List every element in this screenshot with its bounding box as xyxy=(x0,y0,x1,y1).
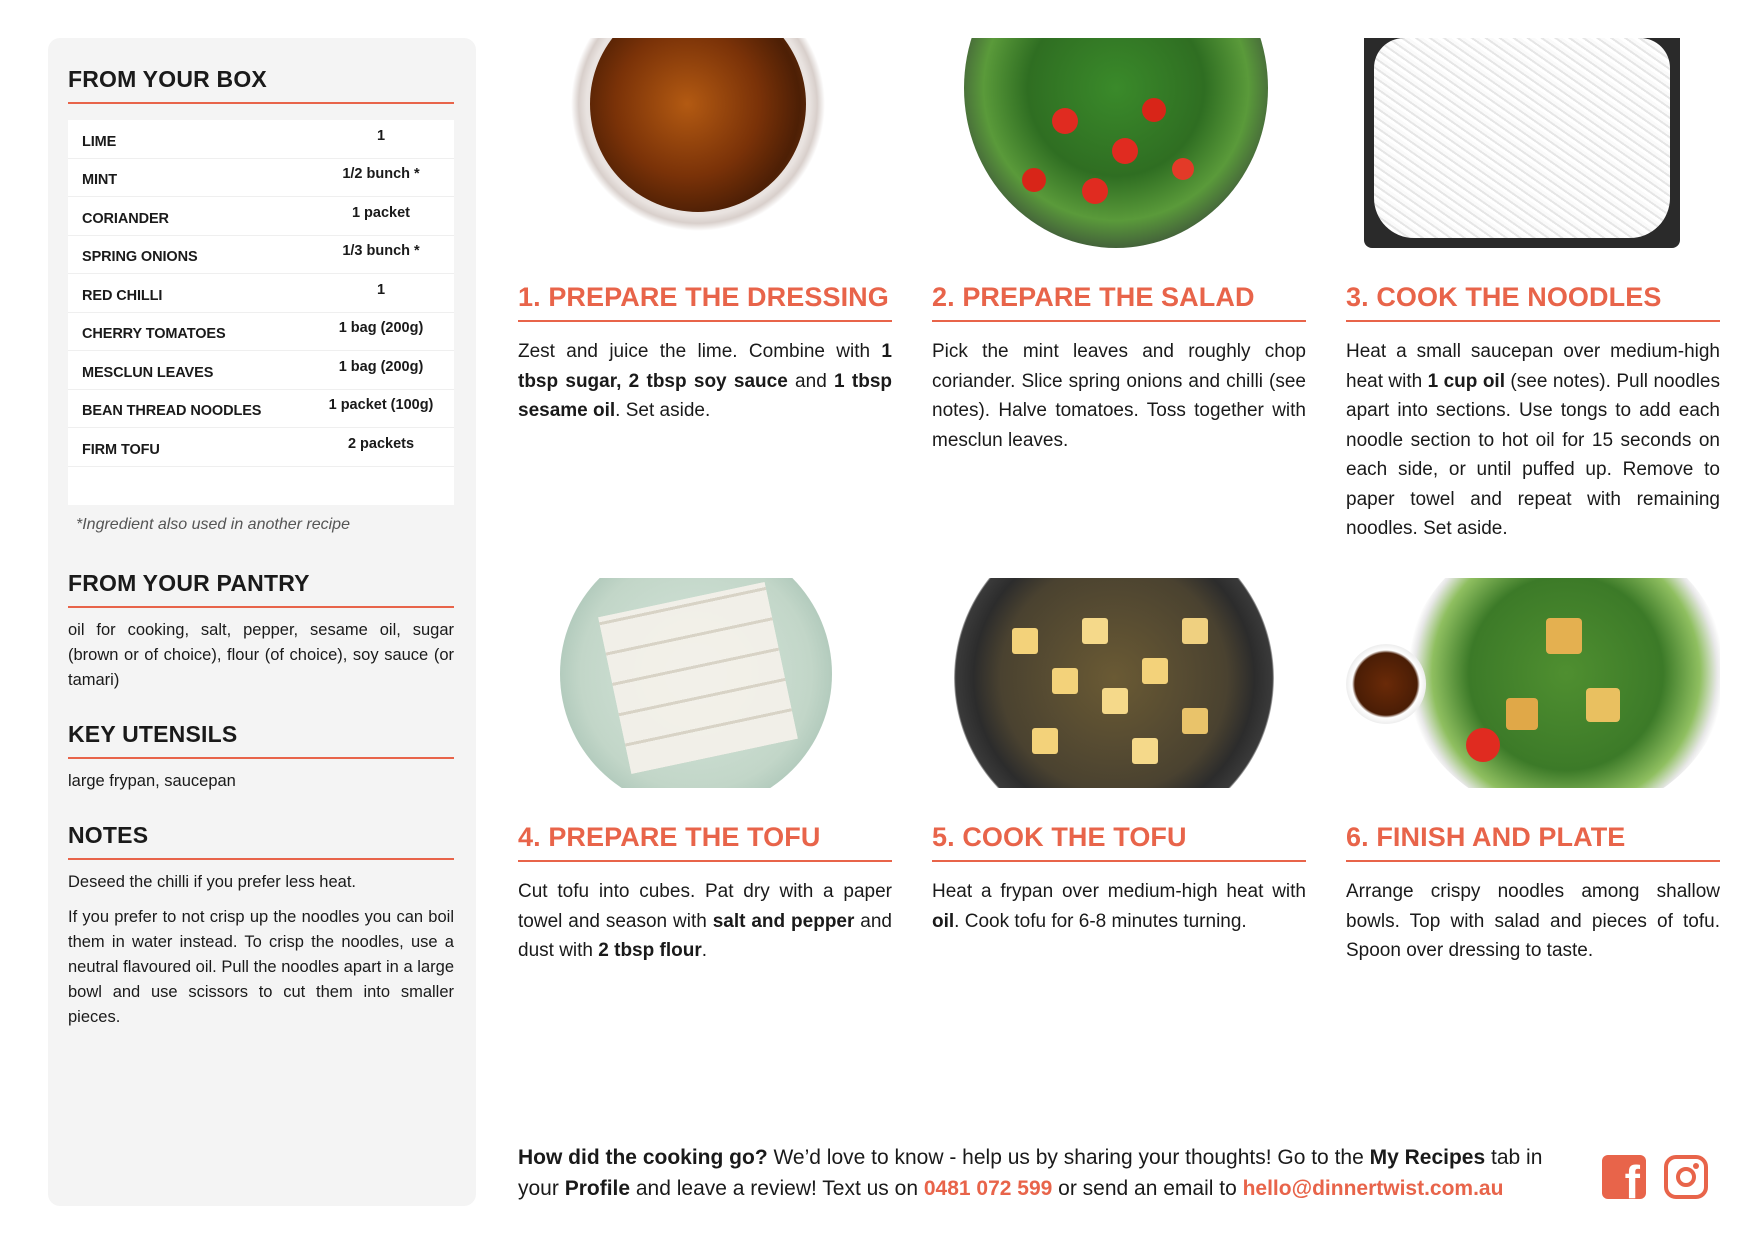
facebook-icon[interactable]: f xyxy=(1602,1155,1646,1199)
feedback-footer: How did the cooking go? We’d love to know - help us by sharing your thoughts! Go to the My Recipes tab in your Profile and leave a review! Text us on 0481 072 599 or send an email to hello@dinnertwist.com.au xyxy=(518,1146,1543,1200)
ingredient-row xyxy=(68,351,454,390)
ingredient-qty: 2 packets xyxy=(347,435,415,452)
ingredient-qty: 1 xyxy=(376,281,386,298)
ingredient-row xyxy=(68,274,454,313)
table-spacer xyxy=(68,467,454,505)
step-text: Pick the mint leaves and roughly chop coriander. Slice spring onions and chilli (see notes). Halve tomatoes. Toss together with mesclun leaves. xyxy=(932,341,1306,451)
note-item: Deseed the chilli if you prefer less heat. xyxy=(68,872,356,891)
ingredients-sidebar xyxy=(48,38,476,1206)
step-text: Arrange crispy noodles among shallow bowls. Top with salad and pieces of tofu. Spoon over dressing to taste. xyxy=(1346,881,1720,961)
from-your-pantry-heading: FROM YOUR PANTRY xyxy=(68,570,454,608)
ingredient-name: FIRM TOFU xyxy=(82,441,160,458)
note-item: If you prefer to not crisp up the noodles you can boil them in water instead. To crisp the noodles, use a neutral flavoured oil. Pull the noodles apart in a large bowl and use scissors to cut them into smaller pieces. xyxy=(68,907,454,1026)
ingredient-row xyxy=(68,159,454,198)
ingredient-row xyxy=(68,313,454,352)
ingredient-qty: 1 xyxy=(376,127,386,144)
ingredient-qty: 1 packet xyxy=(351,204,411,221)
step-1 xyxy=(518,38,892,426)
ingredient-name: CORIANDER xyxy=(82,210,169,227)
instagram-icon[interactable] xyxy=(1664,1155,1708,1199)
my-recipes-tab-ref: My Recipes xyxy=(1369,1146,1486,1169)
ingredient-footnote: *Ingredient also used in another recipe xyxy=(76,515,350,533)
ingredient-row xyxy=(68,120,454,159)
step-text: Zest and juice the lime. Combine with 1 tbsp sugar, 2 tbsp soy sauce and 1 tbsp sesame oil. Set aside. xyxy=(518,341,893,421)
notes-heading: NOTES xyxy=(68,822,454,860)
step-text: Heat a frypan over medium-high heat with oil. Cook tofu for 6-8 minutes turning. xyxy=(932,881,1306,932)
step-3 xyxy=(1346,38,1720,544)
phone-link[interactable]: 0481 072 599 xyxy=(923,1177,1053,1200)
pantry-text: oil for cooking, salt, pepper, sesame oil, sugar (brown or of choice), flour (of choice), soy sauce (or tamari) xyxy=(68,620,454,689)
tofu-prep-photo xyxy=(518,578,892,788)
ingredient-row xyxy=(68,390,454,429)
ingredient-name: LIME xyxy=(82,133,117,150)
email-link[interactable]: hello@dinnertwist.com.au xyxy=(1242,1177,1504,1200)
utensils-text: large frypan, saucepan xyxy=(68,771,236,790)
ingredient-qty: 1/3 bunch * xyxy=(342,243,420,260)
ingredient-name: CHERRY TOMATOES xyxy=(82,326,226,343)
step-text: Cut tofu into cubes. Pat dry with a paper towel and season with salt and pepper and dust with 2 tbsp flour. xyxy=(518,881,892,961)
step-5 xyxy=(932,578,1306,936)
ingredient-name: SPRING ONIONS xyxy=(82,249,198,266)
ingredient-name: MESCLUN LEAVES xyxy=(82,364,214,381)
ingredient-qty: 1 packet (100g) xyxy=(328,397,434,414)
social-links xyxy=(1602,1155,1708,1199)
step-text: Heat a small saucepan over medium-high heat with 1 cup oil (see notes). Pull noodles apart into sections. Use tongs to add each noodle section to hot oil for 15 seconds on each side, or until puffed up. Remove to paper towel and repeat with remaining noodles. Set aside. xyxy=(1346,341,1720,539)
step-6 xyxy=(1346,578,1720,966)
noodles-photo xyxy=(1346,38,1720,248)
key-utensils-heading: KEY UTENSILS xyxy=(68,721,454,759)
ingredient-row xyxy=(68,428,454,467)
step-4 xyxy=(518,578,892,966)
profile-ref: Profile xyxy=(564,1177,631,1200)
step-title: 2. PREPARE THE SALAD xyxy=(932,282,1306,322)
footer-question: How did the cooking go? xyxy=(518,1146,768,1169)
step-title: 1. PREPARE THE DRESSING xyxy=(518,282,892,322)
tofu-cooking-photo xyxy=(932,578,1306,788)
plated-dish-photo xyxy=(1346,578,1720,788)
dressing-photo xyxy=(518,38,892,248)
step-2 xyxy=(932,38,1306,455)
step-title: 5. COOK THE TOFU xyxy=(932,822,1306,862)
step-title: 6. FINISH AND PLATE xyxy=(1346,822,1720,862)
ingredient-qty: 1/2 bunch * xyxy=(342,166,420,183)
from-your-box-heading: FROM YOUR BOX xyxy=(68,66,454,104)
ingredient-name: MINT xyxy=(82,172,118,189)
salad-photo xyxy=(932,38,1306,248)
step-title: 4. PREPARE THE TOFU xyxy=(518,822,892,862)
ingredient-name: RED CHILLI xyxy=(82,287,163,304)
ingredient-row xyxy=(68,197,454,236)
ingredient-row xyxy=(68,236,454,275)
ingredients-table xyxy=(68,120,454,505)
step-title: 3. COOK THE NOODLES xyxy=(1346,282,1720,322)
ingredient-qty: 1 bag (200g) xyxy=(338,320,424,337)
ingredient-name: BEAN THREAD NOODLES xyxy=(82,403,262,420)
ingredient-qty: 1 bag (200g) xyxy=(338,358,424,375)
